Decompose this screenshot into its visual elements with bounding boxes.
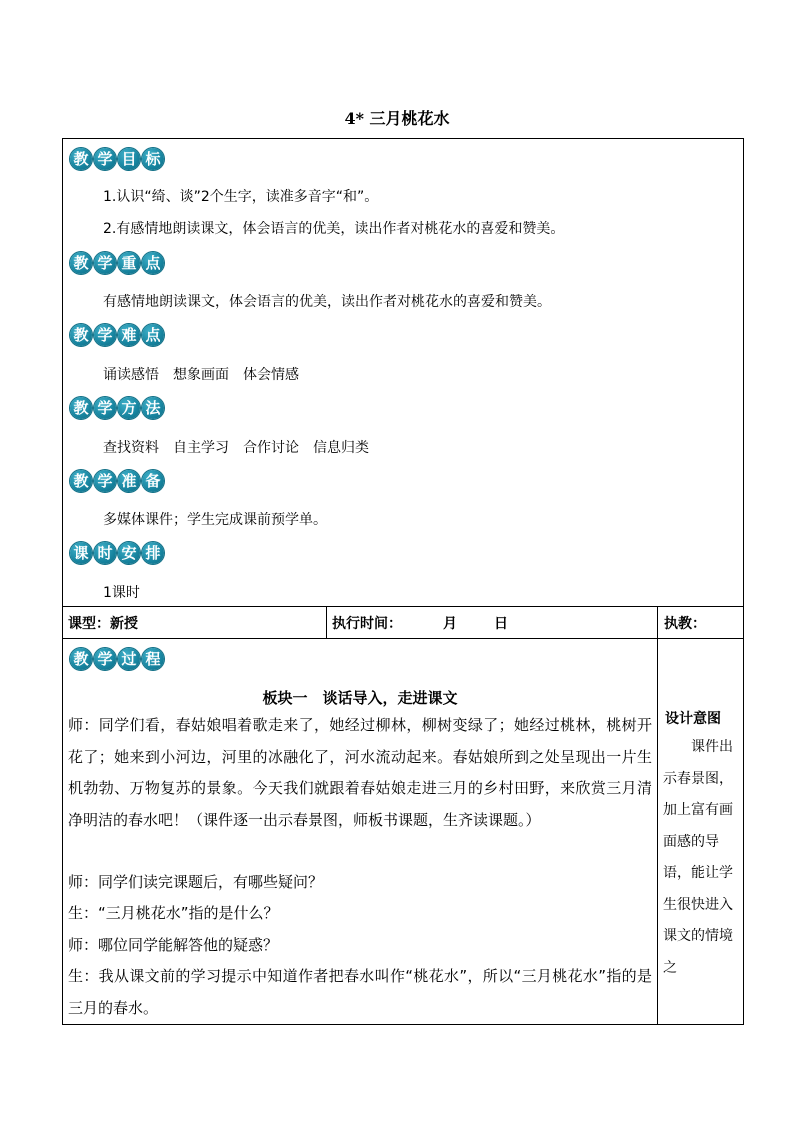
section-badge-process (70, 648, 164, 670)
badge-char: 标 (142, 148, 164, 170)
badge-char: 学 (94, 324, 116, 346)
badge-char: 准 (118, 470, 140, 492)
badge-char: 方 (118, 397, 140, 419)
page-title: 4* 三月桃花水 (344, 109, 450, 128)
badge-char: 安 (118, 542, 140, 564)
block-title: 板块一 谈话导入，走进课文 (262, 689, 458, 707)
badge-char: 点 (142, 252, 164, 274)
badge-char: 教 (70, 324, 92, 346)
dialogue-paragraph-2: 师：同学们读完课题后，有哪些疑问？ (68, 873, 324, 891)
teacher-label: 执教： (664, 616, 706, 632)
badge-char: 教 (70, 648, 92, 670)
badge-char: 过 (118, 648, 140, 670)
badge-char: 教 (70, 252, 92, 274)
badge-char: 学 (94, 648, 116, 670)
badge-char: 程 (142, 648, 164, 670)
key-points-line: 有感情地朗读课文，体会语言的优美，读出作者对桃花水的喜爱和赞美。 (103, 294, 551, 310)
badge-char: 学 (94, 148, 116, 170)
badge-char: 教 (70, 470, 92, 492)
badge-char: 难 (118, 324, 140, 346)
lesson-type: 课型：新授 (68, 616, 138, 632)
dialogue-paragraph-4: 师：哪位同学能解答他的疑惑？ (68, 936, 279, 954)
schedule-line: 1课时 (103, 585, 140, 601)
col-divider-2 (657, 606, 658, 1025)
badge-char: 备 (142, 470, 164, 492)
badge-char: 学 (94, 397, 116, 419)
dialogue-paragraph-3: 生：“三月桃花水”指的是什么？ (68, 904, 279, 922)
dialogue-paragraph-1: 师：同学们看，春姑娘唱着歌走来了，她经过柳林，柳树变绿了；她经过桃林，桃树开花了；她来到小河边，河里的冰融化了，河水流动起来。春姑娘所到之处呈现出一片生机勃勃、万物复苏的景象。今天我们就跟着春姑娘走进三月的乡村田野，来欣赏三月清净明洁的春水吧！（课件逐一出示春景图，师板书课题，生齐读课题。） (68, 716, 652, 829)
section-badge-objectives (70, 148, 164, 170)
badge-char: 法 (142, 397, 164, 419)
badge-char: 时 (94, 542, 116, 564)
section-badge-key-points (70, 252, 164, 274)
badge-char: 排 (142, 542, 164, 564)
badge-char: 课 (70, 542, 92, 564)
badge-char: 学 (94, 470, 116, 492)
row-divider-bottom (62, 638, 744, 639)
section-badge-preparation (70, 470, 164, 492)
difficulties-line: 诵读感悟 想象画面 体会情感 (103, 367, 299, 383)
badge-char: 教 (70, 148, 92, 170)
execution-month: 月 (443, 616, 457, 632)
objective-line-1: 1.认识“绮、谈”2个生字，读准多音字“和”。 (103, 189, 379, 205)
section-badge-schedule (70, 542, 164, 564)
design-intent-title: 设计意图 (665, 711, 721, 727)
badge-char: 学 (94, 252, 116, 274)
methods-line: 查找资料 自主学习 合作讨论 信息归类 (103, 440, 369, 456)
execution-day: 日 (494, 616, 508, 632)
col-divider-1 (326, 606, 327, 639)
preparation-line: 多媒体课件；学生完成课前预学单。 (103, 512, 327, 528)
section-badge-methods (70, 397, 164, 419)
design-intent-text (663, 732, 739, 1022)
badge-char: 点 (142, 324, 164, 346)
row-divider-top (62, 606, 744, 607)
section-badge-difficulties (70, 324, 164, 346)
badge-char: 教 (70, 397, 92, 419)
badge-char: 目 (118, 148, 140, 170)
objective-line-2: 2.有感情地朗读课文，体会语言的优美，读出作者对桃花水的喜爱和赞美。 (103, 221, 565, 237)
dialogue-paragraph-5: 生：我从课文前的学习提示中知道作者把春水叫作“桃花水”，所以“三月桃花水”指的是三月的春水。 (68, 967, 652, 1017)
execution-time-label: 执行时间： (332, 616, 402, 632)
design-intent-body: 课件出示春景图，加上富有画面感的导语，能让学生很快进入课文的情境之 (663, 739, 733, 976)
badge-char: 重 (118, 252, 140, 274)
